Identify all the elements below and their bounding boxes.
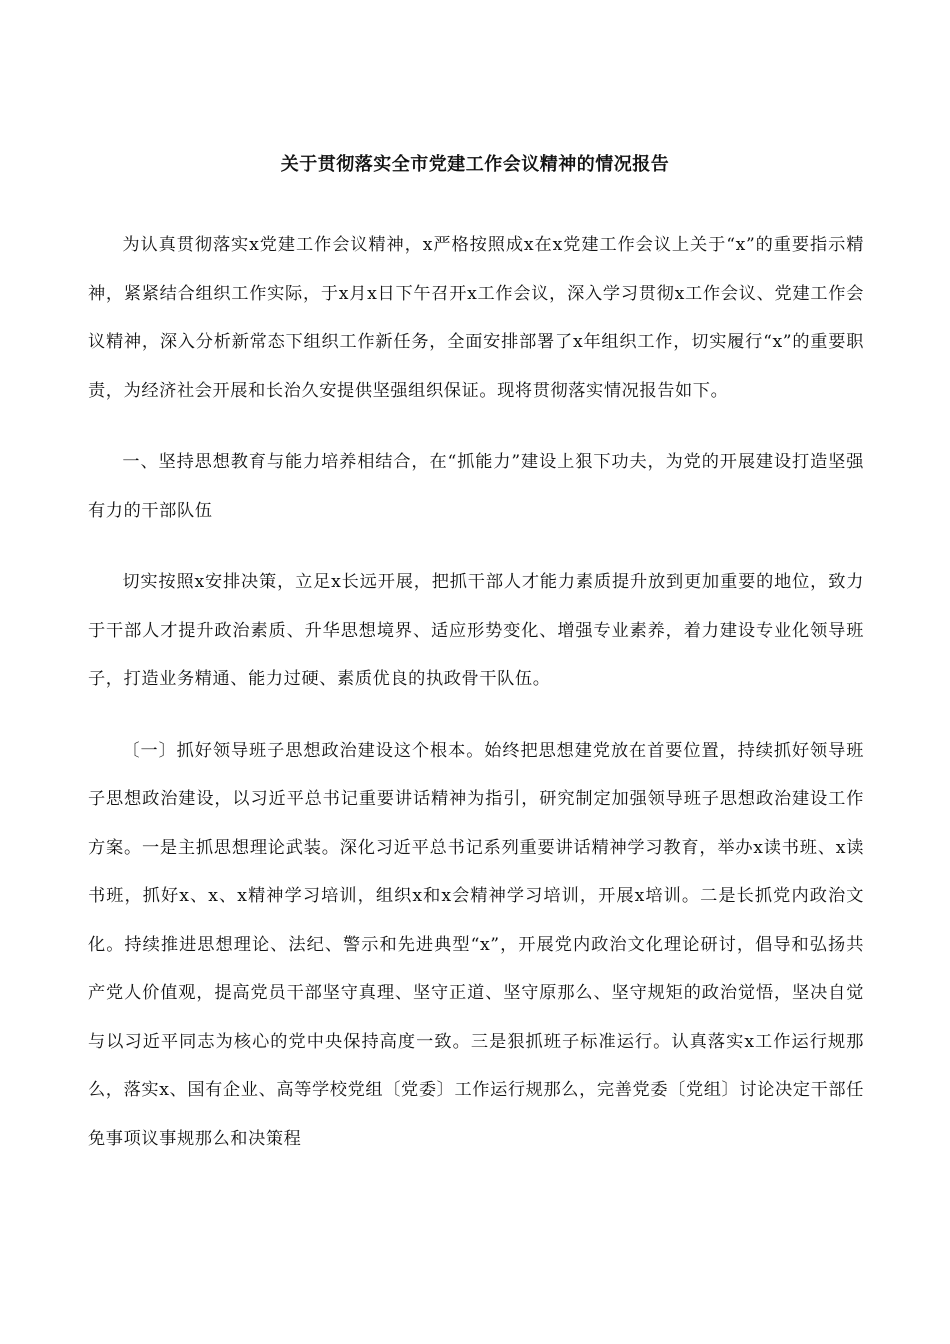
document-title: 关于贯彻落实全市党建工作会议精神的情况报告: [280, 154, 670, 175]
document-body: [88, 221, 864, 1186]
section-heading-1: 一、坚持思想教育与能力培养相结合，在“抓能力”建设上狠下功夫，为党的开展建设打造坚强有力的干部队伍: [88, 452, 864, 521]
subsection-1-paragraph: 〔一〕抓好领导班子思想政治建设这个根本。始终把思想建党放在首要位置，持续抓好领导班子思想政治建设，以习近平总书记重要讲话精神为指引，研究制定加强领导班子思想政治建设工作方案。一是主抓思想理论武装。深化习近平总书记系列重要讲话精神学习教育，举办x读书班、x读书班，抓好x、x、x精神学习培训，组织x和x会精神学习培训，开展x培训。二是长抓党内政治文化。持续推进思想理论、法纪、警示和先进典型“x”，开展党内政治文化理论研讨，倡导和弘扬共产党人价值观，提高党员干部坚守真理、坚守正道、坚守原那么、坚守规矩的政治觉悟，坚决自觉与以习近平同志为核心的党中央保持高度一致。三是狠抓班子标准运行。认真落实x工作运行规那么，落实x、国有企业、高等学校党组〔党委〕工作运行规那么，完善党委〔党组〕讨论决定干部任免事项议事规那么和决策程: [88, 740, 864, 1149]
section-1-paragraph: 切实按照x安排决策，立足x长远开展，把抓干部人才能力素质提升放到更加重要的地位，致力于干部人才提升政治素质、升华思想境界、适应形势变化、增强专业素养，着力建设专业化领导班子，打造业务精通、能力过硬、素质优良的执政骨干队伍。: [88, 572, 864, 689]
intro-paragraph: 为认真贯彻落实x党建工作会议精神，x严格按照成x在x党建工作会议上关于“x”的重要指示精神，紧紧结合组织工作实际，于x月x日下午召开x工作会议，深入学习贯彻x工作会议、党建工作会议精神，深入分析新常态下组织工作新任务，全面安排部署了x年组织工作，切实履行“x”的重要职责，为经济社会开展和长治久安提供坚强组织保证。现将贯彻落实情况报告如下。: [88, 235, 864, 401]
